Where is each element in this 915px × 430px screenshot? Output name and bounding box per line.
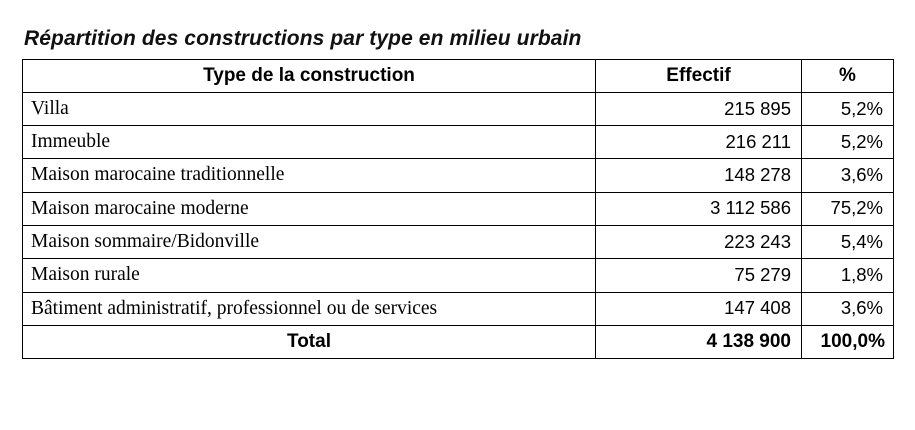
cell-type: Villa bbox=[23, 92, 596, 125]
cell-percent: 1,8% bbox=[802, 259, 894, 292]
cell-type: Bâtiment administratif, professionnel ou de services bbox=[23, 292, 596, 325]
table-header bbox=[23, 60, 894, 93]
table-row bbox=[23, 92, 894, 125]
cell-effectif: 223 243 bbox=[596, 226, 802, 259]
cell-effectif: 216 211 bbox=[596, 126, 802, 159]
table-row bbox=[23, 226, 894, 259]
constructions-table bbox=[22, 59, 894, 358]
cell-effectif: 3 112 586 bbox=[596, 192, 802, 225]
table-body bbox=[23, 92, 894, 325]
cell-percent: 5,2% bbox=[802, 126, 894, 159]
total-percent: 100,0% bbox=[802, 326, 894, 359]
table-total-row bbox=[23, 326, 894, 359]
total-label: Total bbox=[23, 326, 596, 359]
column-header-percent: % bbox=[802, 60, 894, 93]
page-title: Répartition des constructions par type en milieu urbain bbox=[24, 27, 582, 50]
table-row bbox=[23, 126, 894, 159]
cell-percent: 3,6% bbox=[802, 159, 894, 192]
cell-percent: 5,4% bbox=[802, 226, 894, 259]
cell-type: Maison sommaire/Bidonville bbox=[23, 226, 596, 259]
table-footer bbox=[23, 326, 894, 359]
cell-type: Maison rurale bbox=[23, 259, 596, 292]
cell-percent: 75,2% bbox=[802, 192, 894, 225]
table-row bbox=[23, 192, 894, 225]
cell-percent: 3,6% bbox=[802, 292, 894, 325]
table-header-row bbox=[23, 60, 894, 93]
cell-type: Maison marocaine traditionnelle bbox=[23, 159, 596, 192]
cell-effectif: 75 279 bbox=[596, 259, 802, 292]
column-header-effectif: Effectif bbox=[596, 60, 802, 93]
table-row bbox=[23, 159, 894, 192]
cell-effectif: 215 895 bbox=[596, 92, 802, 125]
cell-effectif: 148 278 bbox=[596, 159, 802, 192]
column-header-type: Type de la construction bbox=[23, 60, 596, 93]
cell-percent: 5,2% bbox=[802, 92, 894, 125]
table-row bbox=[23, 292, 894, 325]
cell-type: Maison marocaine moderne bbox=[23, 192, 596, 225]
table-row bbox=[23, 259, 894, 292]
cell-type: Immeuble bbox=[23, 126, 596, 159]
total-effectif: 4 138 900 bbox=[596, 326, 802, 359]
cell-effectif: 147 408 bbox=[596, 292, 802, 325]
